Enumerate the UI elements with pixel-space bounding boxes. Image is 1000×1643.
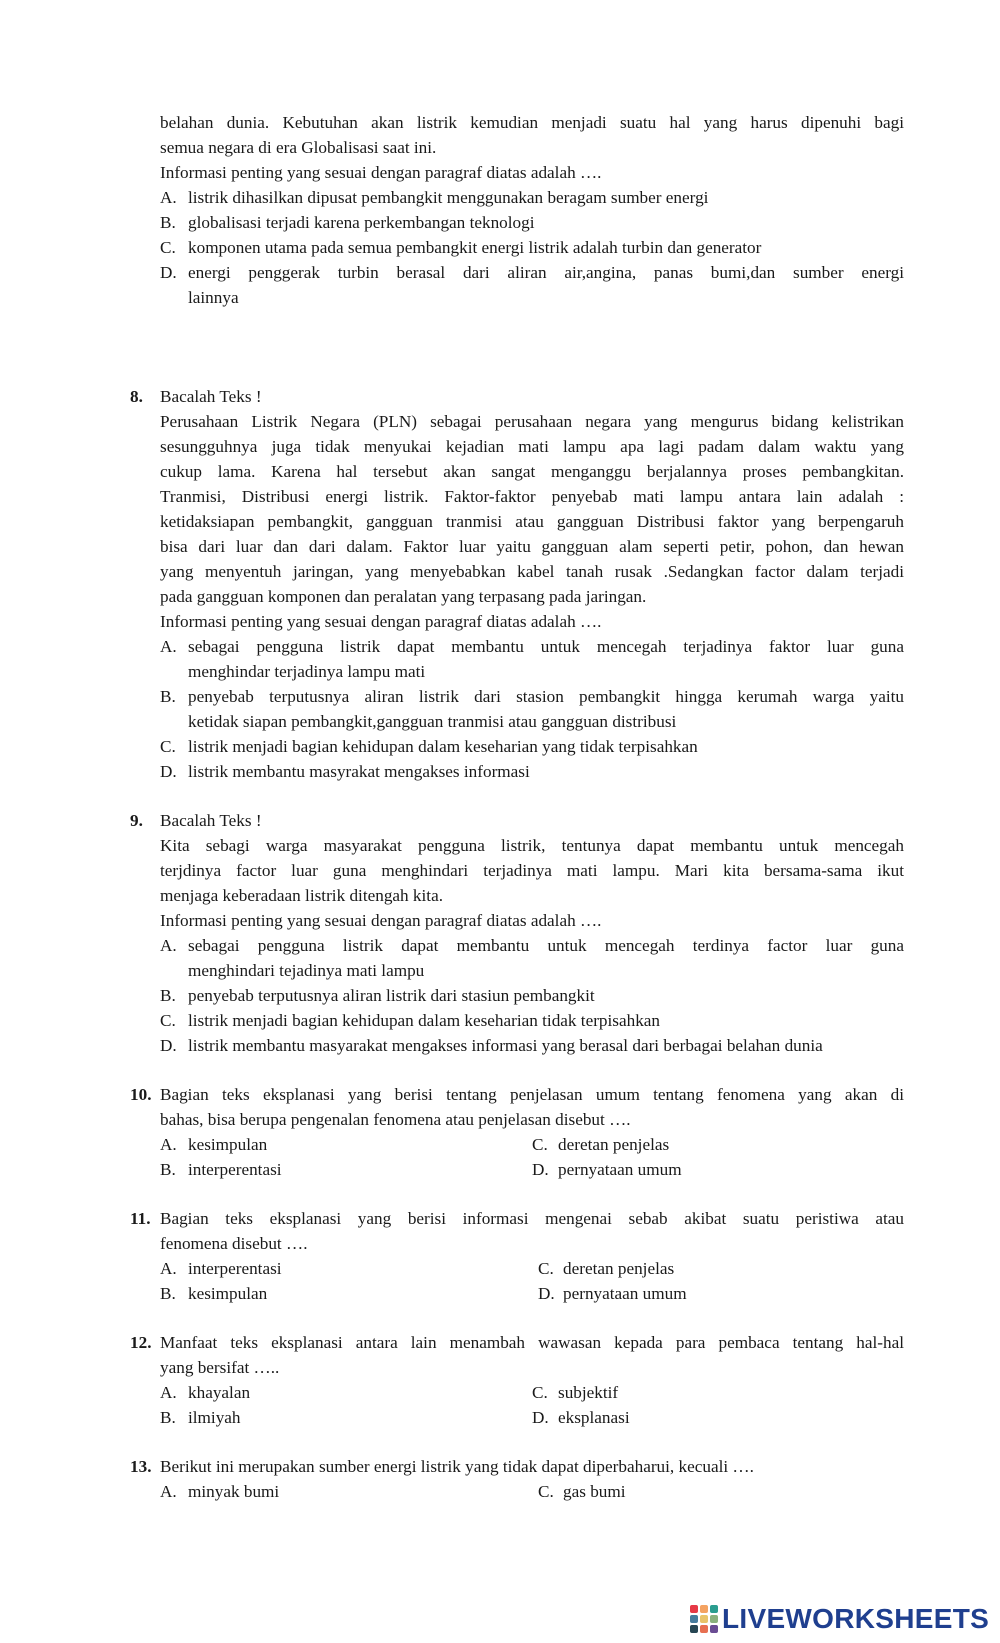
q8-option-b-cont: ketidak siapan pembangkit,gangguan tranmisi atau gangguan distribusi [188,712,677,731]
liveworksheets-watermark[interactable] [690,1602,989,1636]
q7-option-c[interactable]: komponen utama pada semua pembangkit energi listrik adalah turbin dan generator [188,238,762,257]
q7-option-a[interactable]: listrik dihasilkan dipusat pembangkit menggunakan beragam sumber energi [188,188,709,207]
q9-number: 9. [130,811,143,830]
q11-option-letter: A. [160,1259,177,1278]
q7-option-letter: C. [160,238,176,257]
q10-number: 10. [130,1085,152,1104]
q7-prompt: Informasi penting yang sesuai dengan paragraf diatas adalah …. [160,163,602,182]
q7-paragraph-line: semua negara di era Globalisasi saat ini. [160,138,437,157]
q9-prompt: Informasi penting yang sesuai dengan paragraf diatas adalah …. [160,911,602,930]
q12-option-c[interactable]: subjektif [558,1383,619,1402]
q11-option-b[interactable]: kesimpulan [188,1284,268,1303]
q9-option-letter: A. [160,936,177,955]
q10-question-line: Bagian teks eksplanasi yang berisi tentang penjelasan umum tentang fenomena yang akan di [160,1085,904,1104]
q10-question-line: bahas, bisa berupa pengenalan fenomena atau penjelasan disebut …. [160,1110,631,1129]
q12-option-letter: A. [160,1383,177,1402]
q8-option-letter: D. [160,762,177,781]
q13-option-letter: A. [160,1482,177,1501]
q9-option-a[interactable]: sebagai pengguna listrik dapat membantu untuk mencegah terdinya factor luar guna [188,936,904,955]
q7-option-b[interactable]: globalisasi terjadi karena perkembangan teknologi [188,213,535,232]
liveworksheets-logo-icon [690,1605,718,1633]
q8-paragraph-line: cukup lama. Karena hal tersebut akan sangat menganggu berjalannya proses pembangkitan. [160,462,904,481]
q9-heading: Bacalah Teks ! [160,811,262,830]
logo-tile [700,1605,708,1613]
q8-paragraph-line: ketidaksiapan pembangkit, gangguan tranmisi atau gangguan Distribusi faktor yang berpengaruh [160,512,904,531]
q8-paragraph-line: sesungguhnya juga tidak menyukai kejadian mati lampu apa lagi padam dalam waktu yang [160,437,904,456]
logo-tile [710,1625,718,1633]
q9-paragraph-line: menjaga keberadaan listrik ditengah kita. [160,886,444,905]
logo-tile [690,1625,698,1633]
q11-option-c[interactable]: deretan penjelas [563,1259,675,1278]
q7-option-d-cont: lainnya [188,288,239,307]
q7-option-letter: A. [160,188,177,207]
q11-question-line: Bagian teks eksplanasi yang berisi informasi mengenai sebab akibat suatu peristiwa atau [160,1209,904,1228]
q13-number: 13. [130,1457,152,1476]
q12-option-b[interactable]: ilmiyah [188,1408,241,1427]
q9-option-letter: D. [160,1036,177,1055]
q8-option-letter: B. [160,687,176,706]
q11-option-letter: B. [160,1284,176,1303]
q10-option-letter: D. [532,1160,549,1179]
watermark-text: LIVEWORKSHEETS [722,1603,990,1634]
q8-prompt: Informasi penting yang sesuai dengan paragraf diatas adalah …. [160,612,602,631]
q13-question-line: Berikut ini merupakan sumber energi listrik yang tidak dapat diperbaharui, kecuali …. [160,1457,754,1476]
logo-tile [710,1615,718,1623]
q10-option-a[interactable]: kesimpulan [188,1135,268,1154]
q12-option-d[interactable]: eksplanasi [558,1408,630,1427]
logo-tile [690,1605,698,1613]
q8-paragraph-line: Tranmisi, Distribusi energi listrik. Faktor-faktor penyebab mati lampu antara lain adalah : [160,487,904,506]
q8-option-a[interactable]: sebagai pengguna listrik dapat membantu untuk mencegah terjadinya faktor luar guna [188,637,904,656]
q9-option-d[interactable]: listrik membantu masyarakat mengakses informasi yang berasal dari berbagai belahan dunia [188,1036,823,1055]
q7-option-letter: D. [160,263,177,282]
q9-paragraph-line: Kita sebagi warga masyarakat pengguna listrik, tentunya dapat membantu untuk mencegah [160,836,904,855]
q10-option-letter: A. [160,1135,177,1154]
q10-option-b[interactable]: interperentasi [188,1160,282,1179]
q13-option-a[interactable]: minyak bumi [188,1482,280,1501]
q9-paragraph-line: terjdinya factor luar guna menghindari terjadinya mati lampu. Mari kita bersama-sama ikut [160,861,904,880]
q8-option-a-cont: menghindar terjadinya lampu mati [188,662,426,681]
q8-option-d[interactable]: listrik membantu masyrakat mengakses informasi [188,762,530,781]
q13-option-letter: C. [538,1482,554,1501]
q8-number: 8. [130,387,143,406]
q10-option-c[interactable]: deretan penjelas [558,1135,670,1154]
q11-option-letter: D. [538,1284,555,1303]
q13-option-c[interactable]: gas bumi [563,1482,626,1501]
q8-paragraph-line: yang menyentuh jaringan, yang menyebabkan kabel tanah rusak .Sedangkan factor dalam terjadi [160,562,904,581]
q9-option-a-cont: menghindari tejadinya mati lampu [188,961,425,980]
q8-paragraph-line: bisa dari luar dan dari dalam. Faktor luar yaitu gangguan alam seperti petir, pohon, dan hewan [160,537,904,556]
q8-option-b[interactable]: penyebab terputusnya aliran listrik dari stasion pembangkit hingga kerumah warga yaitu [188,687,904,706]
q12-option-letter: B. [160,1408,176,1427]
q11-option-letter: C. [538,1259,554,1278]
q8-paragraph-line: Perusahaan Listrik Negara (PLN) sebagai perusahaan negara yang mengurus bidang kelistrikan [160,412,904,431]
q7-paragraph-line: belahan dunia. Kebutuhan akan listrik kemudian menjadi suatu hal yang harus dipenuhi bagi [160,113,904,132]
q12-question-line: Manfaat teks eksplanasi antara lain menambah wawasan kepada para pembaca tentang hal-hal [160,1333,904,1352]
q8-option-letter: A. [160,637,177,656]
q8-option-c[interactable]: listrik menjadi bagian kehidupan dalam keseharian yang tidak terpisahkan [188,737,698,756]
q11-question-line: fenomena disebut …. [160,1234,308,1253]
q10-option-letter: B. [160,1160,176,1179]
q12-option-letter: D. [532,1408,549,1427]
q8-heading: Bacalah Teks ! [160,387,262,406]
q9-option-c[interactable]: listrik menjadi bagian kehidupan dalam keseharian tidak terpisahkan [188,1011,661,1030]
logo-tile [700,1615,708,1623]
logo-tile [690,1615,698,1623]
q12-option-a[interactable]: khayalan [188,1383,251,1402]
q9-option-letter: B. [160,986,176,1005]
q8-option-letter: C. [160,737,176,756]
q12-option-letter: C. [532,1383,548,1402]
q10-option-letter: C. [532,1135,548,1154]
q12-question-line: yang bersifat ….. [160,1358,280,1377]
q11-option-a[interactable]: interperentasi [188,1259,282,1278]
q9-option-b[interactable]: penyebab terputusnya aliran listrik dari stasiun pembangkit [188,986,595,1005]
q9-option-letter: C. [160,1011,176,1030]
q11-number: 11. [130,1209,151,1228]
logo-tile [710,1605,718,1613]
q7-option-letter: B. [160,213,176,232]
logo-tile [700,1625,708,1633]
q12-number: 12. [130,1333,152,1352]
q8-paragraph-line: pada gangguan komponen dan peralatan yang terpasang pada jaringan. [160,587,647,606]
q10-option-d[interactable]: pernyataan umum [558,1160,682,1179]
q7-option-d[interactable]: energi penggerak turbin berasal dari aliran air,angina, panas bumi,dan sumber energi [188,263,904,282]
q11-option-d[interactable]: pernyataan umum [563,1284,687,1303]
